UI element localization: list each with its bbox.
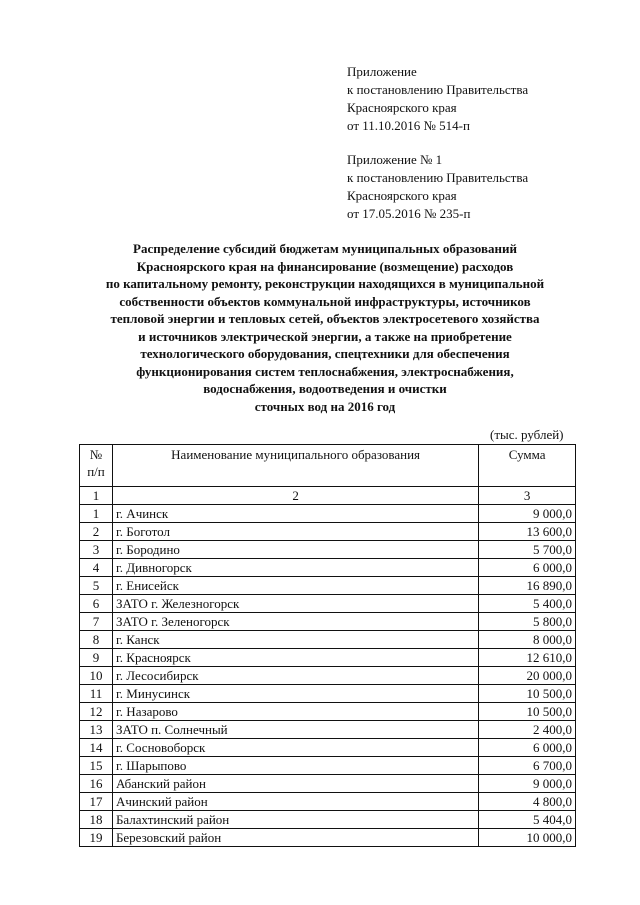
title-line: водоснабжения, водоотведения и очистки (203, 381, 447, 396)
subsidy-amount: 9 000,0 (479, 505, 576, 523)
subsidy-amount: 5 700,0 (479, 541, 576, 559)
row-number: 17 (80, 793, 113, 811)
table-row (80, 685, 576, 703)
table-row (80, 505, 576, 523)
municipality-name: Березовский район (112, 829, 478, 847)
title-line: и источников электрической энергии, а также на приобретение (138, 328, 512, 344)
subsidy-amount: 20 000,0 (479, 667, 576, 685)
municipality-name: ЗАТО г. Зеленогорск (112, 613, 478, 631)
row-number: 4 (80, 559, 113, 577)
header-name: Наименование муниципального образования (112, 445, 478, 487)
row-number: 11 (80, 685, 113, 703)
units-label: (тыс. рублей) (490, 427, 564, 442)
subsidy-table (79, 444, 576, 847)
row-number: 8 (80, 631, 113, 649)
appendix-line: к постановлению Правительства (347, 82, 529, 97)
table-row (80, 577, 576, 595)
subsidy-amount: 13 600,0 (479, 523, 576, 541)
appendix-line: к постановлению Правительства (347, 170, 529, 185)
municipality-name: г. Енисейск (112, 577, 478, 595)
row-number: 13 (80, 721, 113, 739)
municipality-name: г. Минусинск (112, 685, 478, 703)
subsidy-amount: 6 000,0 (479, 559, 576, 577)
municipality-name: г. Красноярск (112, 649, 478, 667)
municipality-name: г. Боготол (112, 523, 478, 541)
row-number: 12 (80, 703, 113, 721)
appendix-current-block (347, 63, 528, 135)
table-row (80, 649, 576, 667)
subsidy-amount: 16 890,0 (479, 577, 576, 595)
subsidy-amount: 8 000,0 (479, 631, 576, 649)
row-number: 2 (80, 523, 113, 541)
title-line: сточных вод на 2016 год (254, 398, 396, 414)
row-number: 7 (80, 613, 113, 631)
appendix-line: Красноярского края (347, 100, 457, 115)
table-row (80, 523, 576, 541)
row-number: 14 (80, 739, 113, 757)
title-line: Распределение субсидий бюджетам муниципальных образований (133, 241, 517, 256)
title-line: по капитальному ремонту, реконструкции находящихся в муниципальной (105, 276, 545, 291)
document-title (60, 240, 590, 415)
appendix-line: от 17.05.2016 № 235-п (347, 206, 471, 221)
table-row (80, 667, 576, 685)
title-line: тепловой энергии и тепловых сетей, объектов электросетевого хозяйства (110, 311, 540, 326)
appendix-line: Красноярского края (347, 188, 457, 203)
table-row (80, 703, 576, 721)
row-number: 9 (80, 649, 113, 667)
table-row (80, 739, 576, 757)
subsidy-amount: 12 610,0 (479, 649, 576, 667)
table-row (80, 829, 576, 847)
municipality-name: ЗАТО г. Железногорск (112, 595, 478, 613)
subsidy-amount: 6 000,0 (479, 739, 576, 757)
title-line: собственности объектов коммунальной инфраструктуры, источников (119, 293, 531, 309)
appendix-line: Приложение № 1 (347, 152, 443, 167)
row-number: 5 (80, 577, 113, 595)
municipality-name: г. Лесосибирск (112, 667, 478, 685)
appendix-line: Приложение (347, 64, 417, 79)
table-row (80, 613, 576, 631)
municipality-name: г. Назарово (112, 703, 478, 721)
row-number: 18 (80, 811, 113, 829)
municipality-name: г. Дивногорск (112, 559, 478, 577)
municipality-name: г. Сосновоборск (112, 739, 478, 757)
municipality-name: г. Канск (112, 631, 478, 649)
table-row (80, 559, 576, 577)
table-row (80, 757, 576, 775)
subsidy-amount: 10 500,0 (479, 703, 576, 721)
subsidy-amount: 5 404,0 (479, 811, 576, 829)
title-line: Красноярского края на финансирование (возмещение) расходов (136, 258, 514, 274)
header-sum: Сумма (479, 445, 576, 487)
municipality-name: г. Бородино (112, 541, 478, 559)
column-number-row (80, 487, 576, 505)
row-number: 6 (80, 595, 113, 613)
municipality-name: ЗАТО п. Солнечный (112, 721, 478, 739)
column-number: 3 (479, 487, 576, 505)
row-number: 10 (80, 667, 113, 685)
table-row (80, 775, 576, 793)
header-number-line: № (89, 447, 103, 462)
header-number (80, 445, 113, 487)
table-row (80, 595, 576, 613)
municipality-name: г. Ачинск (112, 505, 478, 523)
title-line: функционирования систем теплоснабжения, электроснабжения, (136, 363, 514, 379)
table-row (80, 721, 576, 739)
column-number: 2 (112, 487, 478, 505)
subsidy-amount: 10 500,0 (479, 685, 576, 703)
subsidy-amount: 4 800,0 (479, 793, 576, 811)
row-number: 3 (80, 541, 113, 559)
subsidy-amount: 5 800,0 (479, 613, 576, 631)
subsidy-amount: 5 400,0 (479, 595, 576, 613)
subsidy-amount: 2 400,0 (479, 721, 576, 739)
subsidy-amount: 10 000,0 (479, 829, 576, 847)
title-line: технологического оборудования, спецтехники для обеспечения (140, 346, 510, 361)
header-number-line: п/п (87, 464, 105, 479)
row-number: 16 (80, 775, 113, 793)
appendix-line: от 11.10.2016 № 514-п (347, 118, 470, 133)
table-row (80, 631, 576, 649)
table-header-row (80, 445, 576, 487)
row-number: 15 (80, 757, 113, 775)
table-row (80, 811, 576, 829)
table-body (80, 505, 576, 847)
municipality-name: Абанский район (112, 775, 478, 793)
row-number: 1 (80, 505, 113, 523)
municipality-name: Ачинский район (112, 793, 478, 811)
municipality-name: Балахтинский район (112, 811, 478, 829)
municipality-name: г. Шарыпово (112, 757, 478, 775)
table-row (80, 793, 576, 811)
subsidy-amount: 6 700,0 (479, 757, 576, 775)
table-row (80, 541, 576, 559)
appendix-original-block (347, 151, 528, 223)
column-number: 1 (80, 487, 113, 505)
row-number: 19 (80, 829, 113, 847)
subsidy-amount: 9 000,0 (479, 775, 576, 793)
